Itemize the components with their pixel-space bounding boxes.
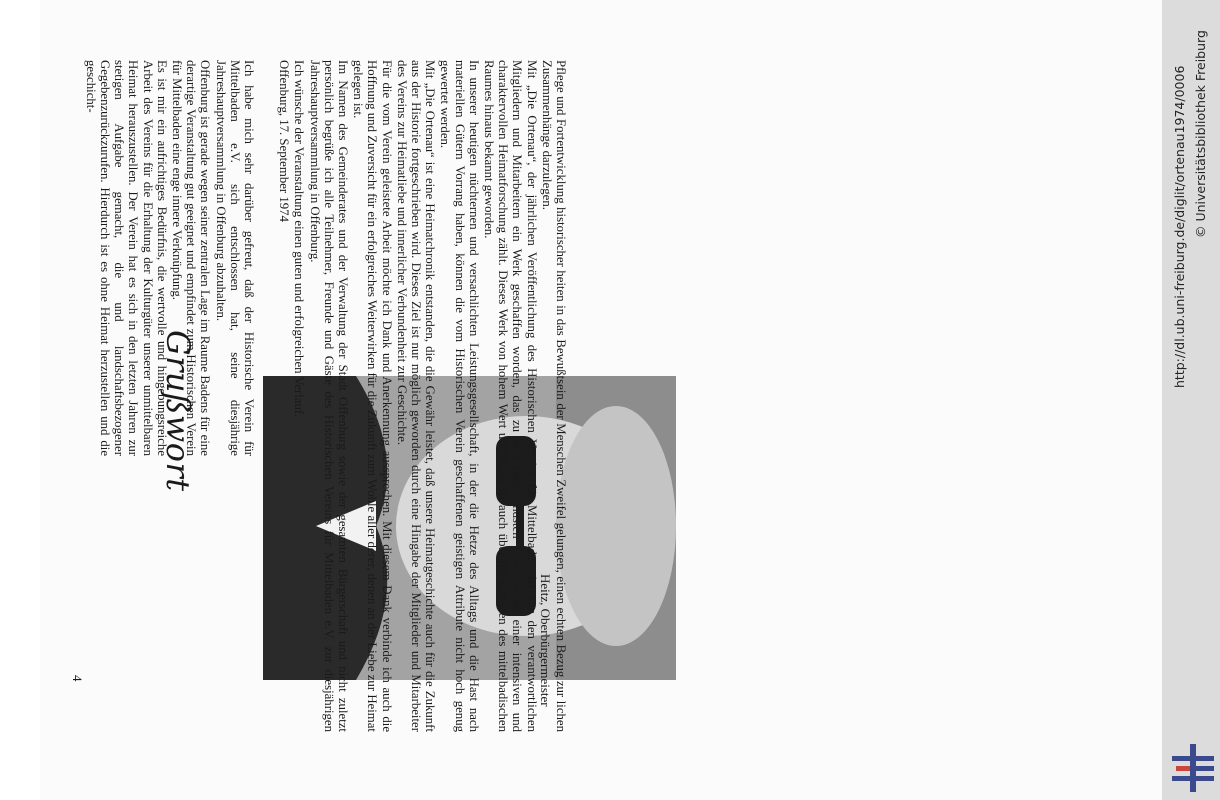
paragraph: Ich wünsche der Veranstaltung einen guten und erfolgreichen Verlauf. bbox=[292, 60, 307, 418]
paragraph: Pflege und Fortentwicklung historischer heiten in das Bewußtsein der Menschen Zweifel gelungen, einen echten Bezug zur lichen Zusammenhänge darzulegen. bbox=[539, 60, 568, 732]
paragraph: Es ist mir ein aufrichtiges Bedürfnis, die wertvolle und hingebungsreiche Arbeit des Vereins für die Erhaltung der Kulturgüter unserer unmittelbaren Heimat herauszustellen. Der Verein hat es sich in den letzten Jahren zur stetigen Aufgabe gemacht, die und landschaftsbezogener Gegebenzurückzurufen. Hierdurch ist es ohne Heimat herzustellen und die geschicht- bbox=[83, 60, 169, 456]
source-url-link[interactable]: http://dl.ub.uni-freiburg.de/diglit/ortenau1974/0006 bbox=[1172, 65, 1187, 388]
paragraph: Offenburg ist gerade wegen seiner zentralen Lage im Raume Badens für eine derartige Veranstaltung gut geeignet und empfindet zum Historischen Verein für Mittelbaden eine enge innere Verknüpfung. bbox=[169, 60, 213, 456]
paragraph: Ich habe mich sehr darüber gefreut, daß der Historische Verein für Mittelbaden e.V. sich entschlossen hat, seine diesjährige Jahreshauptversammlung in Offenburg abzuhalten. bbox=[213, 60, 256, 456]
paragraph: Mit „Die Ortenau“ ist eine Heimatchronik entstanden, die die Gewähr leistet, daß unsere Heimatgeschichte auch für die Zukunft aus der Historie fortgeschrieben wird. Dieses Ziel ist nur möglich geworden durch eine Hingabe der Mitglieder und Mitarbeiter des Vereins zur Heimatliebe und innerlicher Verbundenheit zur Geschichte. bbox=[394, 60, 438, 732]
intro-column bbox=[83, 60, 256, 456]
paragraph: Im Namen des Gemeinderates und der Verwaltung der Stadt Offenburg sowie der gesamten Bürgerschaft und nicht zuletzt persönlich begrüße ich alle Teilnehmer, Freunde und Gäste des Historischen Vereins für Mittelbaden e.V. zur diesjährigen Jahreshauptversammlung in Offenburg. bbox=[307, 60, 350, 732]
document-title: Grußwort bbox=[159, 330, 197, 492]
paragraph: Mit „Die Ortenau“, der jährlichen Veröffentlichung des Historischen Vereins für Mittelbaden, ist von den verantwortlichen Mitgliedern und Mitarbeitern ein Werk geschaffen worden, das zu den bedeutendsten Dokumenten einer intensiven und charaktervollen Heimatforschung zählt. Dieses Werk von hohem Wert und Rang ist auch über die Grenzen des mittelbadischen Raumes hinaus bekannt geworden. bbox=[481, 60, 539, 732]
library-logo-icon[interactable] bbox=[1170, 742, 1216, 794]
signature: Heitz, Oberbürgermeister bbox=[538, 574, 553, 707]
paragraph: Für die vom Verein geleistete Arbeit möchte ich Dank und Anerkennung aussprechen. Mit diesem Dank verbinde ich auch die Hoffnung und Zuversicht für ein erfolgreiches Weiterwirken für die Zukunft zum Wohle aller derer, denen an der Liebe zur Heimat gelegen ist. bbox=[351, 60, 394, 732]
page-number: 4 bbox=[70, 675, 85, 682]
rotated-page-content bbox=[60, 60, 1090, 732]
paragraph: In unserer heutigen nüchternen und versachlichten Leistungsgesellschaft, in der die Hetze des Alltags und die Hast nach materiellen Gütern Vorrang haben, können die vom Historischen Verein geschaffenen geistigen Attribute nicht hoch genug gewertet werden. bbox=[438, 60, 481, 732]
date-line: Offenburg, 17. September 1974 bbox=[277, 60, 292, 222]
attribution-sidebar bbox=[1162, 0, 1220, 800]
body-column bbox=[276, 60, 568, 732]
copyright-notice: © Universitätsbibliothek Freiburg bbox=[1193, 30, 1208, 238]
